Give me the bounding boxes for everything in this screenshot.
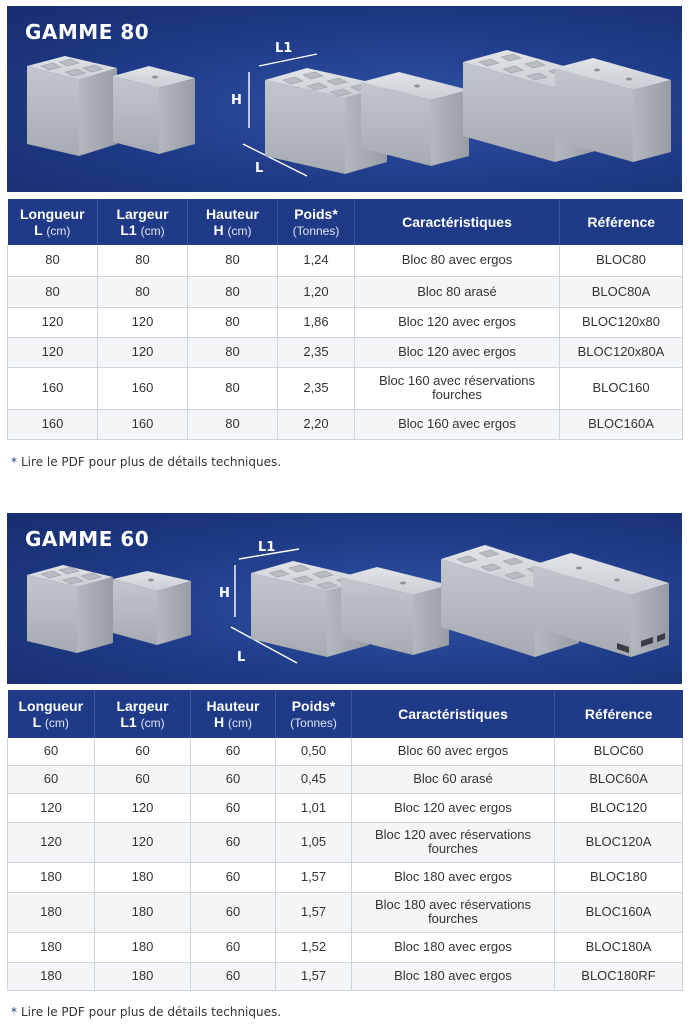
- table-header-row: [8, 690, 683, 738]
- table-row: 180 180 60 1,57 Bloc 180 avec réservations fourches BLOC160A: [8, 892, 683, 932]
- gamme80-banner: [7, 6, 682, 192]
- table-row: 160 160 80 2,20 Bloc 160 avec ergos BLOC160A: [8, 409, 683, 439]
- table-row: 60 60 60 0,45 Bloc 60 arasé BLOC60A: [8, 765, 683, 793]
- table-row: 160 160 80 2,35 Bloc 160 avec réservations fourches BLOC160: [8, 367, 683, 409]
- header-hauteur: Hauteur H (cm): [188, 199, 278, 245]
- header-largeur: Largeur L1 (cm): [98, 199, 188, 245]
- dimension-h-label: H: [219, 586, 230, 601]
- table-row: 120 120 80 1,86 Bloc 120 avec ergos BLOC120x80: [8, 307, 683, 337]
- header-reference: Référence: [555, 690, 683, 738]
- table-row: 180 180 60 1,52 Bloc 180 avec ergos BLOC180A: [8, 932, 683, 962]
- gamme80-footnote: * Lire le PDF pour plus de détails techniques.: [11, 455, 282, 469]
- dimension-h-label: H: [231, 93, 242, 108]
- block-60-ergos-icon: [27, 565, 113, 653]
- dimension-l1-label: L1: [258, 540, 276, 555]
- table-row: 80 80 80 1,20 Bloc 80 arasé BLOC80A: [8, 276, 683, 307]
- header-caracteristiques: Caractéristiques: [355, 199, 560, 245]
- table-row: 120 120 60 1,01 Bloc 120 avec ergos BLOC120: [8, 793, 683, 822]
- gamme80-table: [7, 199, 683, 440]
- block-60-flat-icon: [113, 571, 191, 645]
- header-poids: Poids* (Tonnes): [276, 690, 352, 738]
- header-longueur: Longueur L (cm): [8, 199, 98, 245]
- table-header-row: [8, 199, 683, 245]
- table-row: 80 80 80 1,24 Bloc 80 avec ergos BLOC80: [8, 245, 683, 276]
- header-reference: Référence: [560, 199, 683, 245]
- gamme60-banner: [7, 513, 682, 684]
- header-poids: Poids* (Tonnes): [278, 199, 355, 245]
- gamme60-title: GAMME 60: [25, 527, 150, 551]
- table-row: 120 120 60 1,05 Bloc 120 avec réservations fourches BLOC120A: [8, 822, 683, 862]
- header-longueur: Longueur L (cm): [8, 690, 95, 738]
- header-caracteristiques: Caractéristiques: [352, 690, 555, 738]
- dimension-l-label: L: [255, 161, 264, 176]
- table-row: 180 180 60 1,57 Bloc 180 avec ergos BLOC180: [8, 862, 683, 892]
- gamme60-footnote: * Lire le PDF pour plus de détails techniques.: [11, 1005, 282, 1019]
- header-largeur: Largeur L1 (cm): [95, 690, 191, 738]
- table-row: 180 180 60 1,57 Bloc 180 avec ergos BLOC180RF: [8, 962, 683, 990]
- block-80-flat-icon: [113, 66, 195, 154]
- dimension-l1-label: L1: [275, 41, 293, 56]
- gamme60-table: [7, 690, 683, 991]
- header-hauteur: Hauteur H (cm): [191, 690, 276, 738]
- gamme60-blocks-illustration: [7, 513, 682, 684]
- dimension-l-label: L: [237, 650, 246, 665]
- table-row: 60 60 60 0,50 Bloc 60 avec ergos BLOC60: [8, 738, 683, 765]
- table-row: 120 120 80 2,35 Bloc 120 avec ergos BLOC120x80A: [8, 337, 683, 367]
- block-120-flat-icon: [361, 72, 469, 166]
- gamme80-blocks-illustration: [7, 6, 682, 192]
- gamme80-title: GAMME 80: [25, 20, 150, 44]
- block-80-ergos-icon: [27, 56, 117, 156]
